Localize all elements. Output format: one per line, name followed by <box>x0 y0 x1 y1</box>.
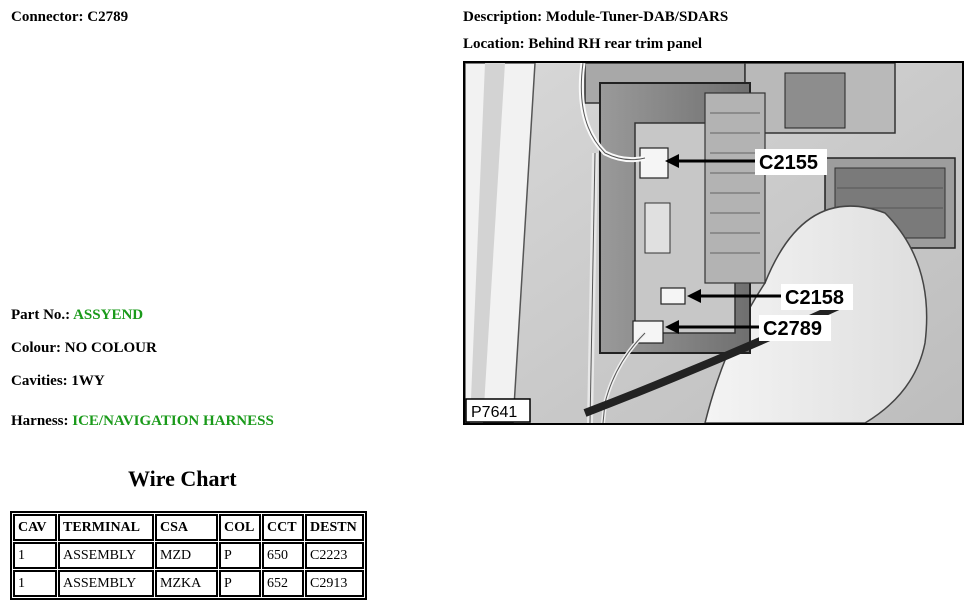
connector-c2155-body <box>640 148 668 178</box>
cell-csa: MZD <box>155 542 218 569</box>
location-label: Location: <box>463 36 525 52</box>
cell-destn: C2913 <box>305 570 364 597</box>
part-number-value[interactable]: ASSYEND <box>73 307 144 323</box>
cavities-value: 1WY <box>71 373 105 389</box>
part-number-line <box>11 306 143 324</box>
colour-value: NO COLOUR <box>64 340 157 356</box>
cell-col: P <box>219 542 261 569</box>
harness-value[interactable]: ICE/NAVIGATION HARNESS <box>72 413 274 429</box>
figure-reference-label: P7641 <box>471 404 518 421</box>
table-row <box>13 542 364 569</box>
cell-col: P <box>219 570 261 597</box>
connector-label: Connector: <box>11 9 84 25</box>
harness-line <box>11 412 274 430</box>
module-label-plate <box>645 203 670 253</box>
tuner-module-side <box>705 93 765 283</box>
location-line <box>463 35 702 53</box>
description-value: Module-Tuner-DAB/SDARS <box>545 9 729 25</box>
header-terminal: TERMINAL <box>58 514 154 541</box>
connector-c2158-body <box>661 288 685 304</box>
cell-terminal: ASSEMBLY <box>58 542 154 569</box>
location-value: Behind RH rear trim panel <box>528 36 703 52</box>
cell-cav: 1 <box>13 570 57 597</box>
description-label: Description: <box>463 9 543 25</box>
wire-chart-table <box>10 511 367 600</box>
wire-chart-title: Wire Chart <box>128 466 237 491</box>
cavities-line <box>11 372 105 390</box>
cell-csa: MZKA <box>155 570 218 597</box>
connector-line <box>11 8 128 26</box>
upper-connector-block <box>785 73 845 128</box>
harness-label: Harness: <box>11 413 69 429</box>
callout-c2789-label: C2789 <box>763 318 822 340</box>
cavities-label: Cavities: <box>11 373 68 389</box>
cell-terminal: ASSEMBLY <box>58 570 154 597</box>
cell-cct: 650 <box>262 542 304 569</box>
cell-cav: 1 <box>13 542 57 569</box>
description-line <box>463 8 728 26</box>
callout-c2158-label: C2158 <box>785 287 844 309</box>
table-row <box>13 570 364 597</box>
header-csa: CSA <box>155 514 218 541</box>
table-header-row <box>13 514 364 541</box>
header-cav: CAV <box>13 514 57 541</box>
cell-cct: 652 <box>262 570 304 597</box>
location-illustration <box>465 63 962 423</box>
connector-value: C2789 <box>87 9 129 25</box>
header-cct: CCT <box>262 514 304 541</box>
location-figure <box>463 61 964 425</box>
callout-c2155-label: C2155 <box>759 152 818 174</box>
cell-destn: C2223 <box>305 542 364 569</box>
header-destn: DESTN <box>305 514 364 541</box>
header-col: COL <box>219 514 261 541</box>
colour-label: Colour: <box>11 340 61 356</box>
colour-line <box>11 339 157 357</box>
part-number-label: Part No.: <box>11 307 71 323</box>
